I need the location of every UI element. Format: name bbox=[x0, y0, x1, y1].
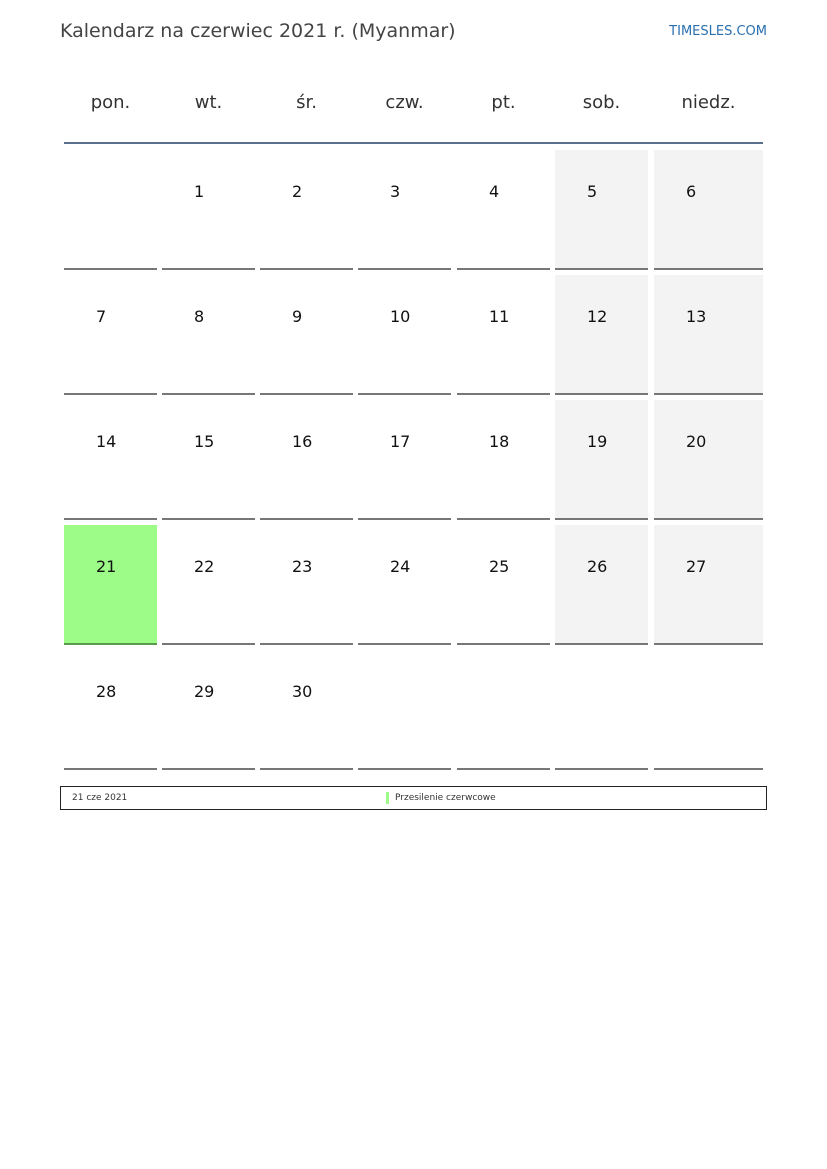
day-number: 16 bbox=[292, 432, 313, 451]
weekday-wed: śr. bbox=[296, 92, 317, 113]
day-number: 7 bbox=[96, 307, 107, 326]
day-number: 9 bbox=[292, 307, 303, 326]
day-cell[interactable] bbox=[457, 150, 550, 270]
page-title: Kalendarz na czerwiec 2021 r. (Myanmar) bbox=[60, 20, 456, 42]
day-number: 2 bbox=[292, 182, 303, 201]
day-cell[interactable] bbox=[654, 525, 763, 645]
day-cell[interactable] bbox=[457, 275, 550, 395]
day-cell[interactable] bbox=[555, 525, 648, 645]
day-number: 14 bbox=[96, 432, 117, 451]
day-cell[interactable] bbox=[260, 275, 353, 395]
empty-day-cell bbox=[654, 650, 763, 770]
day-number: 30 bbox=[292, 682, 313, 701]
day-number: 6 bbox=[686, 182, 697, 201]
day-number: 19 bbox=[587, 432, 608, 451]
day-number: 22 bbox=[194, 557, 215, 576]
holiday-legend bbox=[60, 786, 767, 810]
day-number: 21 bbox=[96, 557, 117, 576]
day-number: 18 bbox=[489, 432, 510, 451]
day-cell[interactable] bbox=[162, 275, 255, 395]
day-cell[interactable] bbox=[260, 650, 353, 770]
weekday-tue: wt. bbox=[194, 92, 223, 113]
day-cell[interactable] bbox=[555, 275, 648, 395]
weekday-sun: niedz. bbox=[681, 92, 736, 113]
weekday-sat: sob. bbox=[582, 92, 621, 113]
day-number: 1 bbox=[194, 182, 205, 201]
brand-link[interactable]: TIMESLES.COM bbox=[669, 24, 767, 39]
day-number: 26 bbox=[587, 557, 608, 576]
day-cell[interactable] bbox=[555, 400, 648, 520]
day-number: 23 bbox=[292, 557, 313, 576]
legend-color-swatch bbox=[386, 792, 389, 804]
empty-day-cell bbox=[64, 150, 157, 270]
day-number: 28 bbox=[96, 682, 117, 701]
day-number: 4 bbox=[489, 182, 500, 201]
weekday-thu: czw. bbox=[385, 92, 424, 113]
day-number: 24 bbox=[390, 557, 411, 576]
day-cell[interactable] bbox=[162, 650, 255, 770]
day-number: 27 bbox=[686, 557, 707, 576]
day-cell[interactable] bbox=[260, 525, 353, 645]
day-cell[interactable] bbox=[358, 150, 451, 270]
day-cell[interactable] bbox=[162, 150, 255, 270]
day-cell[interactable] bbox=[64, 400, 157, 520]
day-number: 11 bbox=[489, 307, 510, 326]
empty-day-cell bbox=[457, 650, 550, 770]
weekday-mon: pon. bbox=[90, 92, 131, 113]
day-cell[interactable] bbox=[457, 400, 550, 520]
day-cell[interactable] bbox=[64, 275, 157, 395]
legend-date: 21 cze 2021 bbox=[72, 793, 128, 803]
day-number: 20 bbox=[686, 432, 707, 451]
day-cell[interactable] bbox=[654, 275, 763, 395]
day-cell[interactable] bbox=[260, 150, 353, 270]
weekday-header bbox=[64, 80, 763, 130]
day-number: 15 bbox=[194, 432, 215, 451]
day-cell[interactable] bbox=[162, 400, 255, 520]
day-number: 10 bbox=[390, 307, 411, 326]
day-cell[interactable] bbox=[162, 525, 255, 645]
day-cell[interactable] bbox=[457, 525, 550, 645]
day-cell[interactable] bbox=[358, 275, 451, 395]
day-cell[interactable] bbox=[358, 400, 451, 520]
day-number: 3 bbox=[390, 182, 401, 201]
day-cell[interactable] bbox=[654, 400, 763, 520]
day-cell[interactable] bbox=[654, 150, 763, 270]
day-cell[interactable] bbox=[64, 525, 157, 645]
day-number: 25 bbox=[489, 557, 510, 576]
day-cell[interactable] bbox=[64, 650, 157, 770]
day-number: 8 bbox=[194, 307, 205, 326]
day-number: 5 bbox=[587, 182, 598, 201]
day-cell[interactable] bbox=[260, 400, 353, 520]
empty-day-cell bbox=[555, 650, 648, 770]
day-number: 17 bbox=[390, 432, 411, 451]
empty-day-cell bbox=[358, 650, 451, 770]
day-cell[interactable] bbox=[555, 150, 648, 270]
day-cell[interactable] bbox=[358, 525, 451, 645]
legend-label: Przesilenie czerwcowe bbox=[395, 793, 496, 803]
weekday-fri: pt. bbox=[491, 92, 516, 113]
day-number: 12 bbox=[587, 307, 608, 326]
day-number: 29 bbox=[194, 682, 215, 701]
day-number: 13 bbox=[686, 307, 707, 326]
header-divider bbox=[64, 142, 763, 144]
